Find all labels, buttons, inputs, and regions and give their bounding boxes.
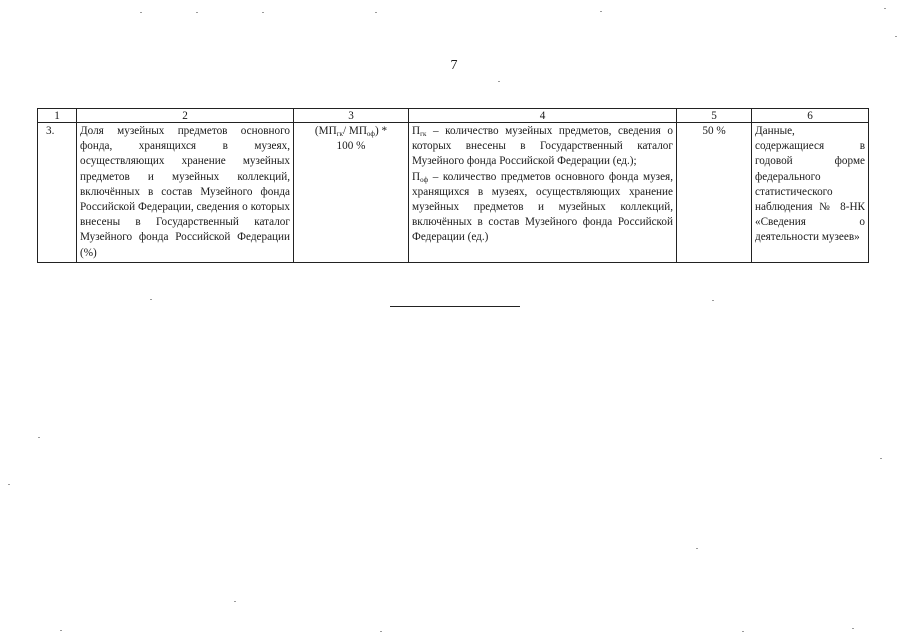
formula-multiplier: 100 % bbox=[336, 140, 366, 153]
scan-speck bbox=[140, 12, 142, 13]
indicator-table bbox=[37, 108, 869, 263]
scan-speck bbox=[150, 299, 152, 300]
header-col-2: 2 bbox=[77, 109, 294, 123]
scan-speck bbox=[234, 601, 236, 602]
definitions-cell bbox=[409, 123, 677, 263]
formula-expression bbox=[297, 124, 405, 139]
page-number: 7 bbox=[450, 58, 458, 73]
indicator-name-cell: Доля музейных предметов основного фонда, хранящихся в музеях, осуществляющих хранение музейных предметов и музейных коллекций, включённых в состав Музейного фонда Российской Федерации, сведения о которых внесены в Государственный каталог Музейного фонда Российской Федерации (%) bbox=[77, 123, 294, 263]
scan-speck bbox=[880, 458, 882, 459]
definition-gk bbox=[412, 124, 673, 170]
header-col-6: 6 bbox=[752, 109, 869, 123]
row-number-cell: 3. bbox=[38, 123, 77, 263]
scan-speck bbox=[38, 437, 40, 438]
definition-of bbox=[412, 170, 673, 246]
formula-open: (МП bbox=[314, 125, 337, 137]
definition-gk-sub: гк bbox=[420, 130, 427, 138]
scan-speck bbox=[8, 484, 10, 485]
header-col-1: 1 bbox=[38, 109, 77, 123]
scan-speck bbox=[60, 630, 62, 631]
definition-gk-text: – количество музейных предметов, сведения о которых внесены в Государственный каталог Музейного фонда Российской Федерации (ед.); bbox=[412, 125, 673, 168]
definition-of-text: – количество предметов основного фонда музея, хранящихся в музеях, осуществляющих хранение музейных предметов и музейных коллекций, включённых в состав Музейного фонда Российской Федерации (ед.) bbox=[412, 170, 673, 244]
scan-speck bbox=[262, 12, 264, 13]
formula-cell bbox=[294, 123, 409, 263]
header-col-5: 5 bbox=[677, 109, 752, 123]
header-col-4: 4 bbox=[409, 109, 677, 123]
scan-speck bbox=[600, 11, 602, 12]
header-row bbox=[38, 109, 869, 123]
scan-speck bbox=[498, 81, 500, 82]
scan-speck bbox=[196, 12, 198, 13]
scan-speck bbox=[696, 548, 698, 549]
formula-close: ) * bbox=[374, 125, 388, 137]
header-col-3: 3 bbox=[294, 109, 409, 123]
table-row bbox=[38, 123, 869, 263]
scan-speck bbox=[380, 631, 382, 632]
formula-sub-of: оф bbox=[366, 130, 375, 138]
definition-of-symbol: П bbox=[412, 170, 421, 183]
scan-speck bbox=[895, 36, 897, 37]
scan-speck bbox=[852, 628, 854, 629]
scan-speck bbox=[742, 631, 744, 632]
scan-speck bbox=[712, 300, 714, 301]
definition-gk-symbol: П bbox=[412, 125, 421, 137]
closing-divider-line bbox=[390, 306, 520, 307]
definition-of-sub: оф bbox=[420, 175, 429, 184]
data-source-cell: Данные, содержащиеся в годовой форме федерального статистического наблюдения № 8-НК «Сведения о деятельности музеев» bbox=[752, 123, 869, 263]
scan-speck bbox=[375, 12, 377, 13]
formula-mid: / МП bbox=[342, 125, 367, 137]
scan-speck bbox=[884, 8, 886, 9]
formula-sub-gk: гк bbox=[336, 130, 343, 138]
target-value-cell: 50 % bbox=[677, 123, 752, 263]
